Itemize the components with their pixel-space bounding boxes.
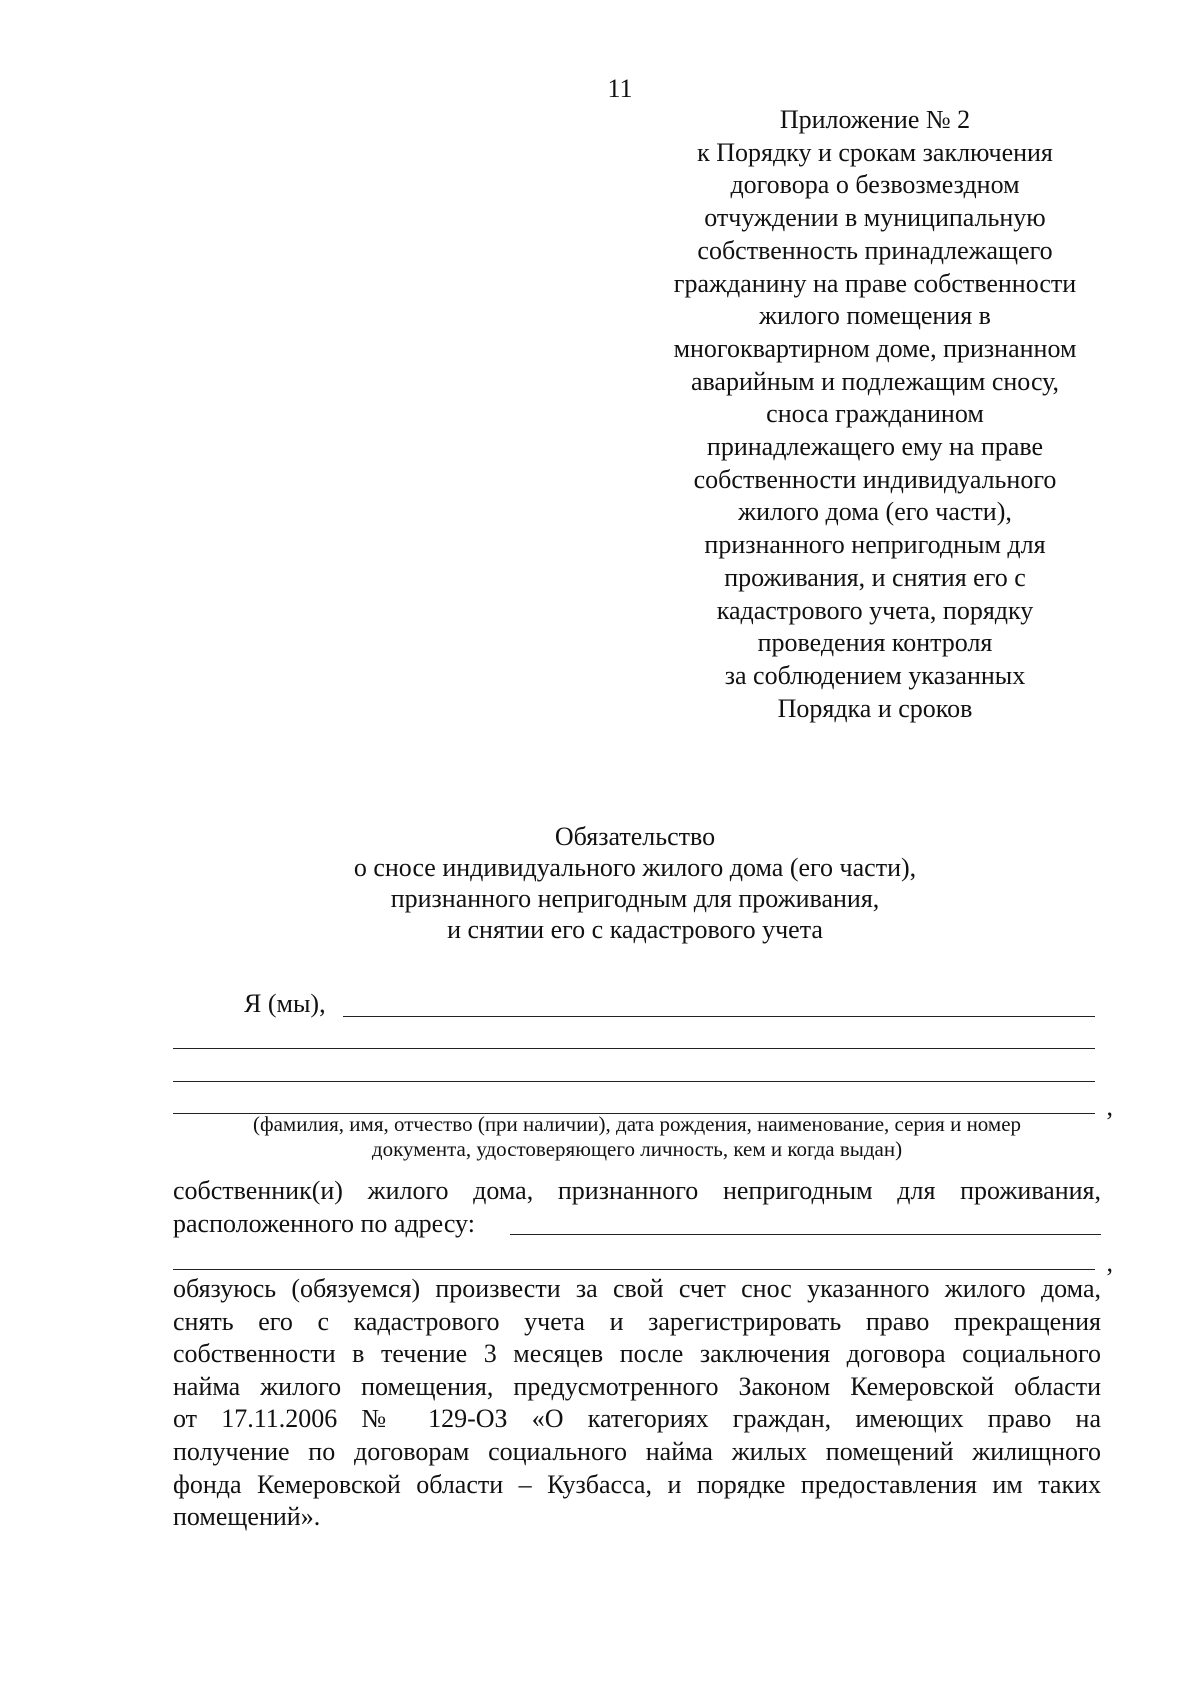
appendix-line: договора о безвозмездном: [730, 170, 1020, 200]
owner-statement: [173, 1175, 1101, 1208]
paragraph-line: получение по договорам социального найма жилых помещений жилищного: [173, 1436, 1101, 1466]
obligation-paragraph: [173, 1273, 1101, 1534]
caption-line: документа, удостоверяющего личность, кем и когда выдан): [371, 1137, 903, 1161]
address-field-row: [173, 1241, 1113, 1277]
title-line: и снятии его с кадастрового учета: [447, 915, 823, 944]
paragraph-line: найма жилого помещения, предусмотренного Законом Кемеровской области: [173, 1371, 1101, 1401]
appendix-line: собственность принадлежащего: [697, 235, 1053, 265]
name-field-row: [173, 988, 1101, 1020]
title-line: о сносе индивидуального жилого дома (его части),: [353, 853, 917, 882]
appendix-line: признанного непригодным для: [704, 530, 1046, 560]
appendix-line: кадастрового учета, порядку: [716, 595, 1034, 625]
appendix-line: проживания, и снятия его с: [724, 562, 1026, 592]
name-field-row: [173, 1020, 1101, 1052]
name-fill-line[interactable]: [173, 1048, 1095, 1049]
caption-line: (фамилия, имя, отчество (при наличии), дата рождения, наименование, серия и номер: [252, 1112, 1022, 1136]
trailing-comma: ,: [1106, 1092, 1113, 1121]
name-field-caption: [173, 1112, 1101, 1162]
owner-line: собственник(и) жилого дома, признанного непригодным для проживания,: [173, 1176, 1101, 1205]
appendix-line: аварийным и подлежащим сносу,: [690, 366, 1060, 396]
document-title: [170, 821, 1100, 945]
appendix-line: за соблюдением указанных: [724, 660, 1026, 690]
appendix-line: к Порядку и срокам заключения: [697, 137, 1053, 167]
appendix-line: сноса гражданином: [766, 399, 984, 429]
appendix-line: гражданину на праве собственности: [673, 268, 1077, 298]
appendix-line: отчуждении в муниципальную: [704, 203, 1046, 233]
name-fill-line[interactable]: [343, 1016, 1095, 1017]
paragraph-line: помещений».: [173, 1502, 321, 1532]
appendix-line: Порядка и сроков: [777, 693, 973, 723]
paragraph-line: от 17.11.2006 № 129-ОЗ «О категориях граждан, имеющих право на: [173, 1404, 1101, 1434]
address-field-row: [173, 1208, 1101, 1240]
appendix-line: жилого дома (его части),: [738, 497, 1012, 527]
appendix-line: принадлежащего ему на праве: [706, 432, 1044, 462]
name-label: Я (мы),: [244, 989, 326, 1018]
address-fill-line[interactable]: [510, 1234, 1101, 1235]
paragraph-line: снять его с кадастрового учета и зарегистрировать право прекращения: [173, 1306, 1101, 1336]
appendix-line: многоквартирном доме, признанном: [673, 333, 1077, 363]
paragraph-line: фонда Кемеровской области – Кузбасса, и порядке предоставления им таких: [173, 1469, 1101, 1499]
appendix-line: проведения контроля: [757, 628, 993, 658]
paragraph-line: обязуюсь (обязуемся) произвести за свой счет снос указанного жилого дома,: [173, 1274, 1101, 1303]
page-number: 11: [607, 74, 633, 103]
address-label: расположенного по адресу:: [173, 1209, 475, 1238]
appendix-line: Приложение № 2: [779, 105, 971, 134]
appendix-line: жилого помещения в: [759, 301, 991, 331]
address-fill-line[interactable]: [173, 1269, 1095, 1270]
name-field-row: [173, 1053, 1101, 1085]
appendix-header: [640, 104, 1110, 725]
paragraph-line: собственности в течение 3 месяцев после заключения договора социального: [173, 1339, 1101, 1369]
trailing-comma: ,: [1106, 1248, 1113, 1277]
appendix-line: собственности индивидуального: [693, 464, 1057, 494]
name-fill-line[interactable]: [173, 1081, 1095, 1082]
title-line: Обязательство: [554, 822, 716, 851]
title-line: признанного непригодным для проживания,: [390, 884, 880, 913]
